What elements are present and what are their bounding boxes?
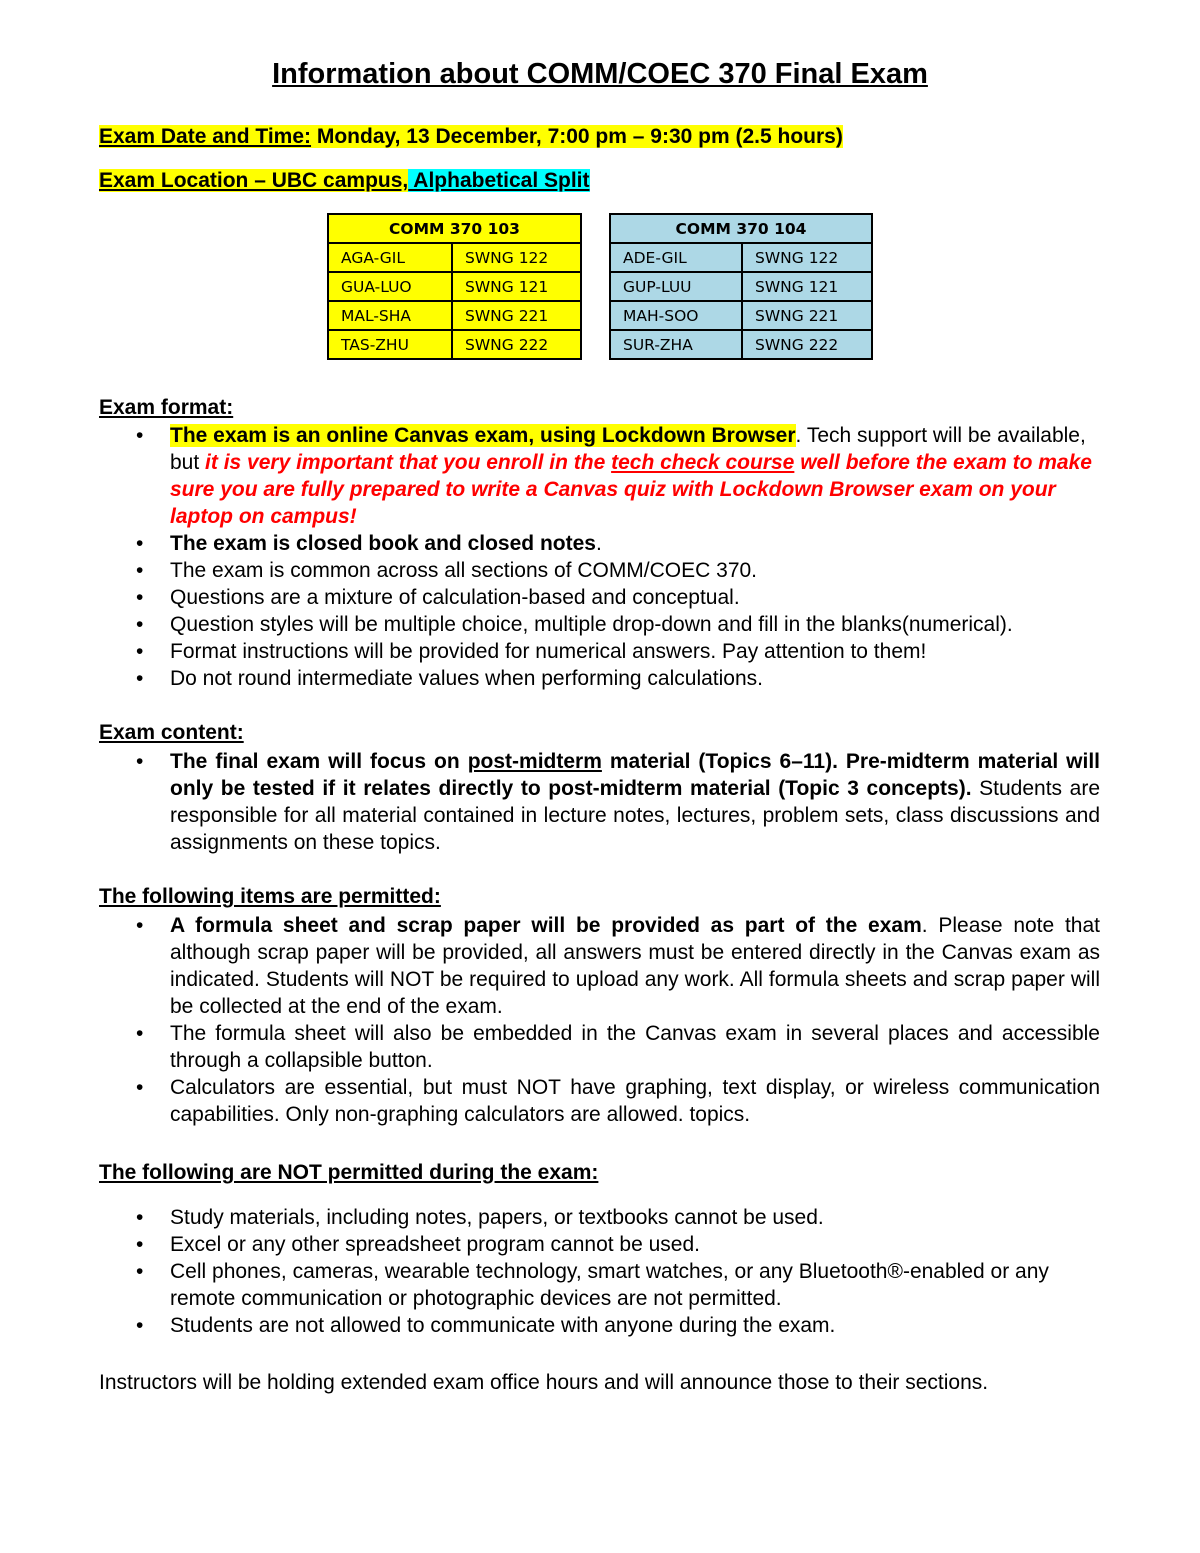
list-item xyxy=(0,611,1100,638)
bullet-icon: • xyxy=(136,1260,144,1283)
table-row xyxy=(610,301,872,330)
list-item xyxy=(0,530,1100,557)
list-item xyxy=(0,584,1100,611)
room: SWNG 222 xyxy=(742,330,872,359)
list-item xyxy=(0,912,1100,1020)
focus-text: The final exam will focus on xyxy=(170,750,468,773)
list-text: Study materials, including notes, papers, or textbooks cannot be used. xyxy=(170,1206,824,1229)
table-row xyxy=(328,272,581,301)
table-header: COMM 370 104 xyxy=(610,214,872,243)
exam-date-line xyxy=(99,125,843,149)
name-range: MAH-SOO xyxy=(610,301,742,330)
bullet-icon: • xyxy=(136,559,144,582)
list-item xyxy=(0,665,1100,692)
room: SWNG 121 xyxy=(742,272,872,301)
list-text: Do not round intermediate values when performing calculations. xyxy=(170,667,763,690)
table-row xyxy=(610,243,872,272)
room: SWNG 221 xyxy=(742,301,872,330)
list-item xyxy=(0,638,1100,665)
list-text: Question styles will be multiple choice, multiple drop-down and fill in the blanks(numerical). xyxy=(170,613,1013,636)
list-text: The exam is common across all sections of COMM/COEC 370. xyxy=(170,559,758,582)
exam-format-list xyxy=(0,422,1100,692)
bullet-icon: • xyxy=(136,532,144,555)
room: SWNG 121 xyxy=(452,272,581,301)
bullet-icon: • xyxy=(136,1314,144,1337)
list-text: The formula sheet will also be embedded in the Canvas exam in several places and accessible through a collapsible button. xyxy=(170,1022,1100,1072)
table-row xyxy=(328,301,581,330)
bullet-icon: • xyxy=(136,667,144,690)
formula-sheet-text: A formula sheet and scrap paper will be provided as part of the exam xyxy=(170,914,922,937)
list-item xyxy=(0,1074,1100,1128)
bullet-icon: • xyxy=(136,1233,144,1256)
list-item xyxy=(0,748,1100,856)
footer-note: Instructors will be holding extended exam office hours and will announce those to their sections. xyxy=(99,1371,989,1394)
name-range: AGA-GIL xyxy=(328,243,452,272)
tech-check-course-link[interactable]: tech check course xyxy=(611,451,795,474)
exam-format-heading: Exam format: xyxy=(99,396,234,419)
not-permitted-list xyxy=(0,1204,1100,1339)
room: SWNG 222 xyxy=(452,330,581,359)
list-text: . Please note that although scrap paper will be provided, all answers must be entered directly in the Canvas exam as indicated. Students will NOT be required to upload any work. All formula sheets and scrap paper will be collected at the end of the exam. xyxy=(170,914,1100,1018)
list-text: Cell phones, cameras, wearable technology, smart watches, or any Bluetooth®-enabled or any remote communication or photographic devices are not permitted. xyxy=(170,1260,1049,1310)
room: SWNG 122 xyxy=(742,243,872,272)
list-item xyxy=(0,1231,1100,1258)
list-text: Students are responsible for all material contained in lecture notes, lectures, problem sets, class discussions and assignments on these topics. xyxy=(170,777,1101,854)
exam-date-value: Monday, 13 December, 7:00 pm – 9:30 pm (2.5 hours) xyxy=(311,125,843,148)
name-range: GUA-LUO xyxy=(328,272,452,301)
table-row xyxy=(328,243,581,272)
page-title: Information about COMM/COEC 370 Final Exam xyxy=(272,58,928,90)
bullet-icon: • xyxy=(136,1206,144,1229)
warning-text: well before the exam to make sure you are fully prepared to write a Canvas quiz with Lockdown Browser exam on your laptop on campus! xyxy=(170,451,1092,528)
bullet-icon: • xyxy=(136,1076,144,1099)
bullet-icon: • xyxy=(136,424,144,447)
name-range: SUR-ZHA xyxy=(610,330,742,359)
list-text: Format instructions will be provided for numerical answers. Pay attention to them! xyxy=(170,640,927,663)
name-range: MAL-SHA xyxy=(328,301,452,330)
list-text: Questions are a mixture of calculation-based and conceptual. xyxy=(170,586,740,609)
list-text: . Tech support will be available, but xyxy=(170,424,1086,474)
table-row xyxy=(328,330,581,359)
list-text: Students are not allowed to communicate with anyone during the exam. xyxy=(170,1314,836,1337)
table-row xyxy=(610,330,872,359)
room: SWNG 221 xyxy=(452,301,581,330)
table-header: COMM 370 103 xyxy=(328,214,581,243)
bullet-icon: • xyxy=(136,750,144,773)
list-item xyxy=(0,1312,1100,1339)
bullet-icon: • xyxy=(136,586,144,609)
room: SWNG 122 xyxy=(452,243,581,272)
bullet-icon: • xyxy=(136,914,144,937)
list-item xyxy=(0,557,1100,584)
exam-location-line xyxy=(99,169,590,193)
focus-text: material (Topics 6–11). Pre-midterm material will only be tested if it relates directly to post-midterm material (Topic 3 concepts). xyxy=(170,750,1100,800)
online-exam-text: The exam is an online Canvas exam, using Lockdown Browser xyxy=(170,424,796,447)
list-item xyxy=(0,422,1100,530)
exam-content-list xyxy=(0,748,1100,856)
list-item xyxy=(0,1204,1100,1231)
exam-content-heading: Exam content: xyxy=(99,721,244,744)
bullet-icon: • xyxy=(136,1022,144,1045)
warning-text: it is very important that you enroll in the xyxy=(205,451,612,474)
permitted-list xyxy=(0,912,1100,1128)
bullet-icon: • xyxy=(136,640,144,663)
table-comm-370-103 xyxy=(327,213,582,360)
list-item xyxy=(0,1020,1100,1074)
closed-book-text: The exam is closed book and closed notes xyxy=(170,532,596,555)
list-text: Calculators are essential, but must NOT have graphing, text display, or wireless communication capabilities. Only non-graphing calculators are allowed. topics. xyxy=(170,1076,1100,1126)
table-comm-370-104 xyxy=(609,213,873,360)
list-item xyxy=(0,1258,1100,1312)
name-range: ADE-GIL xyxy=(610,243,742,272)
table-row xyxy=(610,272,872,301)
post-midterm-text: post-midterm xyxy=(467,750,602,773)
name-range: TAS-ZHU xyxy=(328,330,452,359)
alphabetical-split: Alphabetical Split xyxy=(408,169,590,192)
not-permitted-heading: The following are NOT permitted during the exam: xyxy=(99,1161,599,1184)
list-text: . xyxy=(595,532,602,555)
bullet-icon: • xyxy=(136,613,144,636)
permitted-heading: The following items are permitted: xyxy=(99,885,441,908)
exam-location-label: Exam Location – UBC campus, xyxy=(99,169,409,192)
exam-date-label: Exam Date and Time: xyxy=(99,125,312,148)
name-range: GUP-LUU xyxy=(610,272,742,301)
list-text: Excel or any other spreadsheet program cannot be used. xyxy=(170,1233,700,1256)
